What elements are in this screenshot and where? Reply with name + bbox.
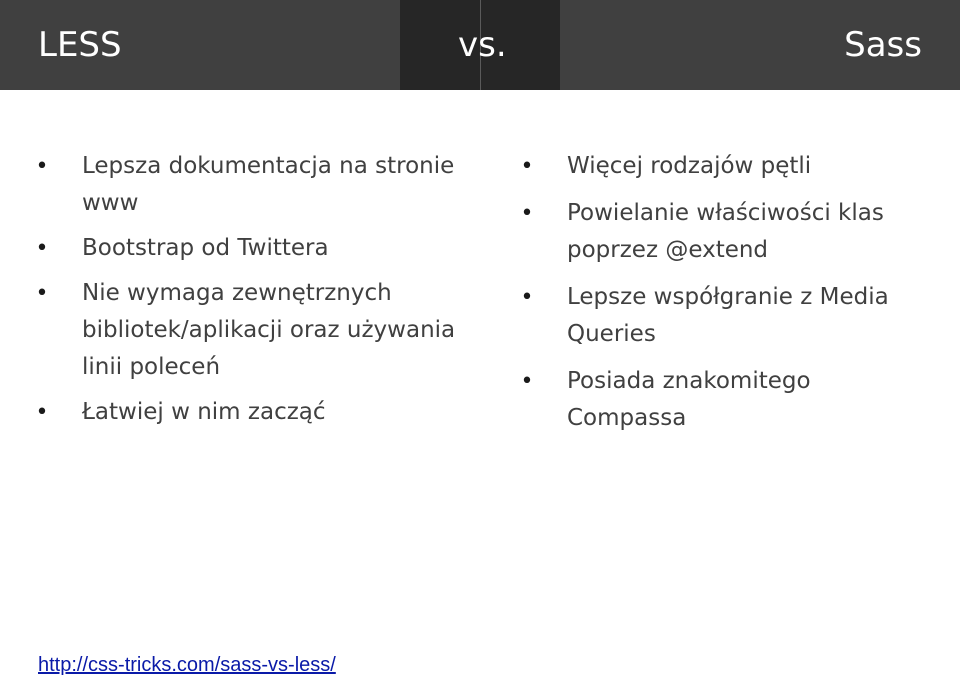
sass-advantages-list: [520, 148, 937, 447]
bullet-icon: •: [35, 400, 49, 425]
bullet-icon: •: [35, 154, 49, 179]
list-item: [35, 394, 462, 431]
list-item-text: Lepsza dokumentacja na stronie www: [82, 153, 455, 216]
bullet-icon: •: [35, 281, 49, 306]
title-sass: Sass: [844, 25, 922, 65]
less-advantages-list: [35, 148, 462, 439]
list-item: [520, 195, 937, 269]
list-item: [520, 279, 937, 353]
list-item: [35, 148, 462, 222]
list-item-text: Nie wymaga zewnętrznych bibliotek/aplikacji oraz używania linii poleceń: [82, 280, 456, 380]
bullet-icon: •: [520, 285, 534, 310]
list-item-text: Lepsze współgranie z Media Queries: [567, 284, 889, 347]
list-item: [35, 275, 462, 386]
list-item-text: Posiada znakomitego Compassa: [567, 368, 811, 431]
title-vs: vs.: [458, 25, 507, 65]
list-item: [520, 148, 937, 185]
list-item: [520, 363, 937, 437]
source-link[interactable]: http://css-tricks.com/sass-vs-less/: [38, 654, 336, 676]
list-item-text: Więcej rodzajów pętli: [567, 153, 812, 179]
title-less: LESS: [38, 25, 122, 65]
list-item-text: Łatwiej w nim zacząć: [82, 399, 326, 425]
bullet-icon: •: [520, 201, 534, 226]
bullet-icon: •: [520, 154, 534, 179]
list-item-text: Bootstrap od Twittera: [82, 235, 329, 261]
bullet-icon: •: [520, 369, 534, 394]
bullet-icon: •: [35, 236, 49, 261]
list-item: [35, 230, 462, 267]
slide-title-bar: [0, 0, 960, 90]
list-item-text: Powielanie właściwości klas poprzez @extend: [567, 200, 884, 263]
